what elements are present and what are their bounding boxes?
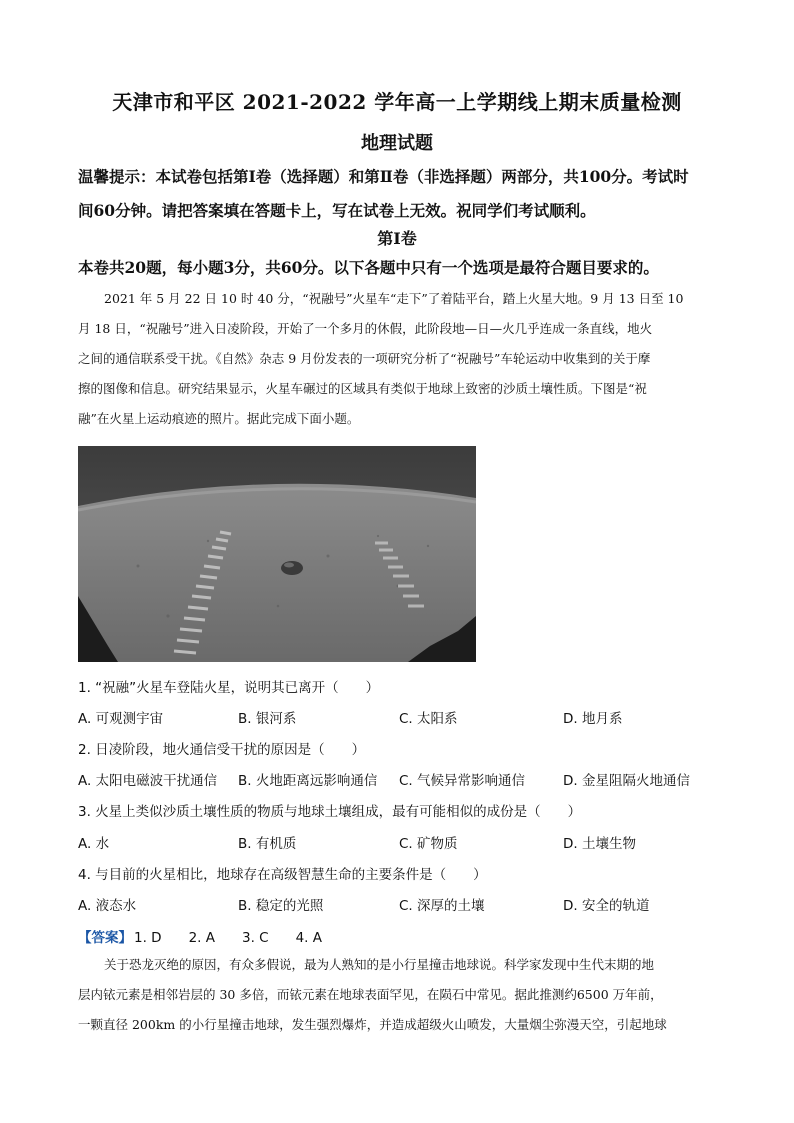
passage-2-line: 一颗直径 200km 的小行星撞击地球，发生强烈爆炸，并造成超级火山喷发，大量烟尘弥漫天空，引起地球 <box>78 1017 667 1032</box>
question-2-option-b[interactable]: B. 火地距离远影响通信 <box>238 773 378 789</box>
section-heading: 第Ⅰ卷 <box>377 229 417 248</box>
passage-2-line: 关于恐龙灭绝的原因，有众多假说，最为人熟知的是小行星撞击地球说。科学家发现中生代末期的地 <box>104 957 655 972</box>
answer-key <box>78 926 322 946</box>
answer-tag: 【答案】 <box>78 930 132 946</box>
question-4-option-a[interactable]: A. 液态水 <box>78 898 137 914</box>
question-2-option-a[interactable]: A. 太阳电磁波干扰通信 <box>78 773 218 789</box>
question-4-option-b[interactable]: B. 稳定的光照 <box>238 898 324 914</box>
passage-2 <box>78 950 718 1040</box>
passage-1-line: 月 18 日，“祝融号”进入日凌阶段，开始了一个多月的休假，此阶段地—日—火几乎连成一条直线，地火 <box>78 321 653 336</box>
question-4-option-c[interactable]: C. 深厚的土壤 <box>399 898 485 914</box>
question-1-stem: 1. “祝融”火星车登陆火星，说明其已离开（ ） <box>78 680 380 696</box>
question-4-option-d[interactable]: D. 安全的轨道 <box>563 898 650 914</box>
notice-line-2: 间60分钟。请把答案填在答题卡上，写在试卷上无效。祝同学们考试顺利。 <box>78 201 596 220</box>
passage-1-line: 融”在火星上运动痕迹的照片。据此完成下面小题。 <box>78 411 360 426</box>
question-3-option-d[interactable]: D. 土壤生物 <box>563 836 636 852</box>
passage-1-line: 2021 年 5 月 22 日 10 时 40 分，“祝融号”火星车“走下”了着陆平台，踏上火星大地。9 月 13 日至 10 <box>104 291 684 306</box>
passage-1-line: 擦的图像和信息。研究结果显示，火星车碾过的区域具有类似于地球上致密的沙质土壤性质。下图是“祝 <box>78 381 647 396</box>
exam-notice <box>78 160 728 228</box>
question-2-option-d[interactable]: D. 金星阻隔火地通信 <box>563 773 690 789</box>
question-4-stem: 4. 与目前的火星相比，地球存在高级智慧生命的主要条件是（ ） <box>78 867 487 883</box>
notice-line-1: 温馨提示：本试卷包括第Ⅰ卷（选择题）和第Ⅱ卷（非选择题）两部分，共100分。考试时 <box>78 167 689 186</box>
section-instruction: 本卷共20题，每小题3分，共60分。以下各题中只有一个选项是最符合题目要求的。 <box>78 258 659 277</box>
passage-2-line: 层内铱元素是相邻岩层的 30 多倍，而铱元素在地球表面罕见，在陨石中常见。据此推测约6500 万年前， <box>78 987 663 1002</box>
question-2-option-c[interactable]: C. 气候异常影响通信 <box>399 773 526 789</box>
passage-1-line: 之间的通信联系受干扰。《自然》杂志 9 月份发表的一项研究分析了“祝融号”车轮运动中收集到的关于摩 <box>78 351 651 366</box>
question-1-option-d[interactable]: D. 地月系 <box>563 711 623 727</box>
question-1-option-c[interactable]: C. 太阳系 <box>399 711 458 727</box>
question-3-stem: 3. 火星上类似沙质土壤性质的物质与地球土壤组成，最有可能相似的成份是（ ） <box>78 804 582 820</box>
question-3-option-b[interactable]: B. 有机质 <box>238 836 297 852</box>
question-2-stem: 2. 日凌阶段，地火通信受干扰的原因是（ ） <box>78 742 366 758</box>
question-1-option-b[interactable]: B. 银河系 <box>238 711 297 727</box>
answer-values: 1. D 2. A 3. C 4. A <box>134 930 322 946</box>
question-1-option-a[interactable]: A. 可观测宇宙 <box>78 711 164 727</box>
passage-1 <box>78 284 718 434</box>
exam-title: 天津市和平区 2021-2022 学年高一上学期线上期末质量检测 <box>112 90 682 114</box>
mars-surface-rover-tracks-photo-icon <box>78 446 476 662</box>
exam-subject: 地理试题 <box>361 133 433 154</box>
question-3-option-c[interactable]: C. 矿物质 <box>399 836 458 852</box>
question-3-option-a[interactable]: A. 水 <box>78 836 110 852</box>
mars-rover-tracks-photo <box>78 446 476 662</box>
